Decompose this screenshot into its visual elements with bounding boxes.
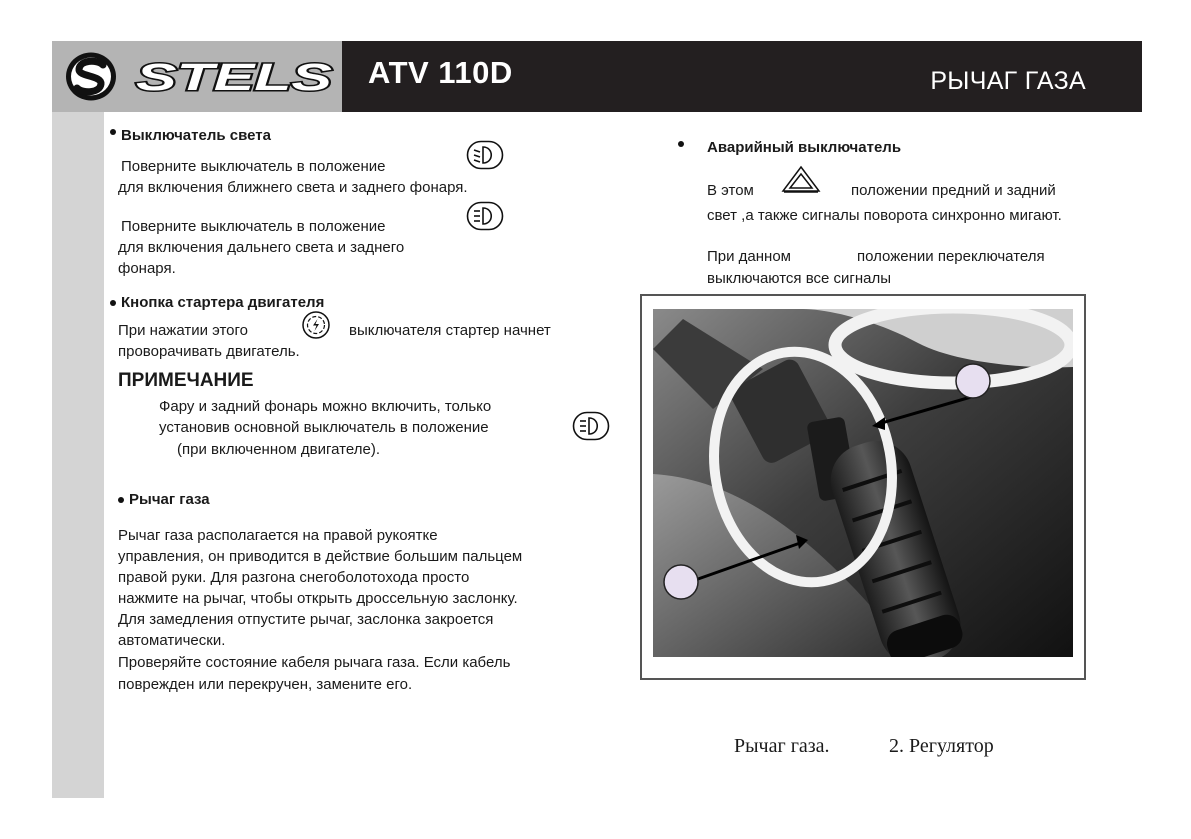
svg-text:STELS: STELS — [136, 57, 332, 99]
hazard-icon — [780, 165, 822, 193]
high-beam-icon — [466, 201, 504, 231]
throttle-text: Для замедления отпустите рычаг, заслонка закроется — [118, 611, 494, 628]
throttle-photo — [653, 309, 1073, 657]
bullet — [678, 141, 684, 147]
light-switch-text: Поверните выключатель в положение — [121, 218, 386, 235]
starter-heading: Кнопка стартера двигателя — [121, 294, 325, 311]
throttle-text: автоматически. — [118, 632, 226, 649]
starter-text: выключателя стартер начнет — [349, 322, 551, 339]
note-text: Фару и задний фонарь можно включить, только — [159, 398, 492, 415]
throttle-text: Рычаг газа располагается на правой рукоятке — [118, 527, 438, 544]
hazard-text: положении предний и задний — [851, 182, 1056, 199]
page-header — [52, 41, 1142, 112]
hazard-text: выключаются все сигналы — [707, 270, 892, 287]
starter-icon — [301, 310, 331, 340]
throttle-photo-frame — [640, 294, 1086, 680]
light-switch-text: для включения дальнего света и заднего — [118, 239, 405, 256]
brand-wordmark — [132, 55, 337, 99]
model-name: ATV 110D — [368, 55, 513, 90]
light-switch-heading: Выключатель света — [121, 127, 271, 144]
hazard-text: свет ,а также сигналы поворота синхронно мигают. — [707, 207, 1062, 224]
brand-logo — [52, 41, 342, 112]
hazard-text: положении переключателя — [857, 248, 1045, 265]
hazard-text: При данном — [707, 248, 791, 265]
handlebar-illustration — [653, 309, 1073, 657]
page-title: РЫЧАГ ГАЗА — [930, 67, 1086, 95]
light-switch-text: Поверните выключатель в положение — [121, 158, 386, 175]
bullet — [118, 497, 124, 503]
throttle-text: нажмите на рычаг, чтобы открыть дроссельную заслонку. — [118, 590, 518, 607]
throttle-heading: Рычаг газа — [129, 491, 210, 508]
light-switch-text: для включения ближнего света и заднего фонаря. — [118, 179, 468, 196]
throttle-text: управления, он приводится в действие большим пальцем — [118, 548, 523, 565]
light-switch-text: фонаря. — [118, 260, 176, 277]
note-text: (при включенном двигателе). — [177, 441, 380, 458]
throttle-text: поврежден или перекручен, замените его. — [118, 676, 413, 693]
low-beam-icon — [466, 140, 504, 170]
hazard-text: В этом — [707, 182, 754, 199]
hazard-heading: Аварийный выключатель — [707, 139, 902, 156]
photo-caption-regulator: 2. Регулятор — [889, 735, 994, 757]
bullet — [110, 300, 116, 306]
note-text: установив основной выключатель в положение — [159, 419, 489, 436]
page-sidebar-band — [52, 112, 104, 798]
stels-s-logo-icon — [64, 50, 118, 103]
photo-caption-throttle: Рычаг газа. — [734, 735, 830, 757]
starter-text: проворачивать двигатель. — [118, 343, 300, 360]
throttle-text: Проверяйте состояние кабеля рычага газа. Если кабель — [118, 654, 511, 671]
note-heading: ПРИМЕЧАНИЕ — [118, 370, 254, 391]
throttle-text: правой руки. Для разгона снегоболотохода просто — [118, 569, 470, 586]
starter-text: При нажатии этого — [118, 322, 248, 339]
headlight-icon — [572, 411, 610, 441]
bullet — [110, 129, 116, 135]
